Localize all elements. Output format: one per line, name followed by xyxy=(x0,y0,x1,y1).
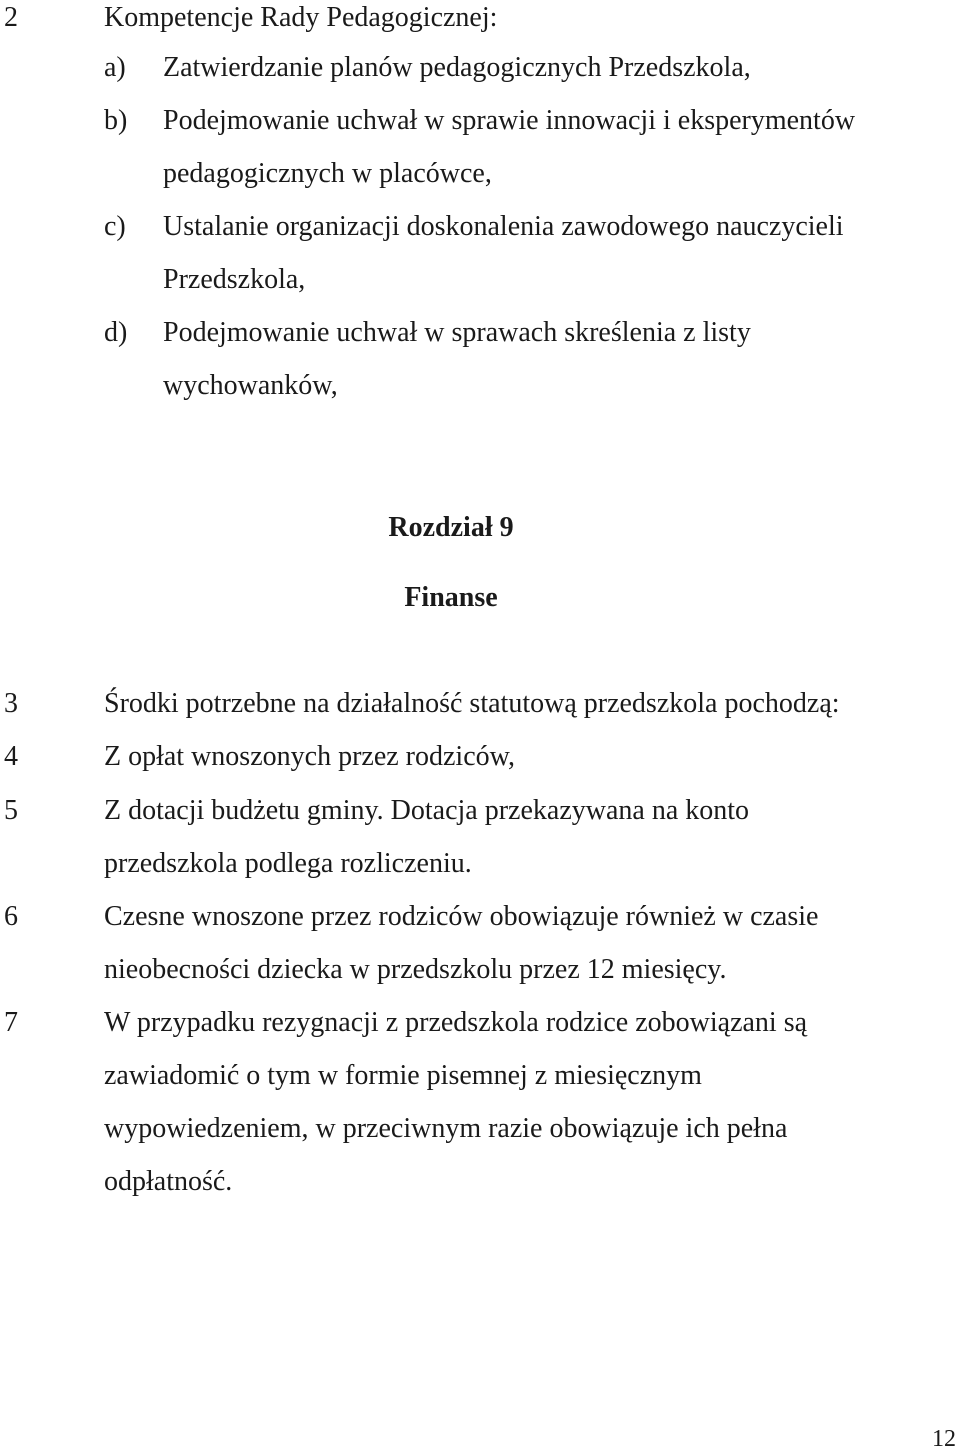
paragraph-text: Czesne wnoszone przez rodziców obowiązuje również w czasie xyxy=(104,901,819,932)
paragraph-number: 5 xyxy=(4,795,18,826)
list-item-label: a) xyxy=(104,52,126,83)
paragraph-text: nieobecności dziecka w przedszkolu przez 12 miesięcy. xyxy=(104,954,727,985)
paragraph-text: wypowiedzeniem, w przeciwnym razie obowiązuje ich pełna xyxy=(104,1113,788,1144)
list-item-label: b) xyxy=(104,105,128,136)
paragraph-text: odpłatność. xyxy=(104,1166,233,1197)
list-item-text: Podejmowanie uchwał w sprawie innowacji i eksperymentów xyxy=(163,105,856,136)
paragraph-text: przedszkola podlega rozliczeniu. xyxy=(104,848,472,879)
list-item-label: c) xyxy=(104,211,126,242)
list-item-text: Zatwierdzanie planów pedagogicznych Przedszkola, xyxy=(163,52,751,83)
paragraph-number: 3 xyxy=(4,688,18,719)
paragraph-text: Z dotacji budżetu gminy. Dotacja przekazywana na konto xyxy=(104,795,750,826)
paragraph-text: Z opłat wnoszonych przez rodziców, xyxy=(104,741,516,772)
paragraph-text: zawiadomić o tym w formie pisemnej z miesięcznym xyxy=(104,1060,702,1091)
list-item-text: Podejmowanie uchwał w sprawach skreślenia z listy xyxy=(163,317,751,348)
list-item-text: pedagogicznych w placówce, xyxy=(163,158,492,189)
paragraph-text: Środki potrzebne na działalność statutową przedszkola pochodzą: xyxy=(104,688,840,719)
chapter-heading: Rozdział 9 xyxy=(388,512,514,543)
paragraph-text: W przypadku rezygnacji z przedszkola rodzice zobowiązani są xyxy=(104,1007,808,1038)
section-title: Kompetencje Rady Pedagogicznej: xyxy=(104,2,498,33)
list-item-text: Przedszkola, xyxy=(163,264,306,295)
section-number: 2 xyxy=(4,2,18,33)
list-item-text: Ustalanie organizacji doskonalenia zawodowego nauczycieli xyxy=(163,211,844,242)
paragraph-number: 4 xyxy=(4,741,18,772)
paragraph-number: 7 xyxy=(4,1007,18,1038)
page-number: 12 xyxy=(932,1426,956,1452)
list-item-text: wychowanków, xyxy=(163,370,338,401)
chapter-subheading: Finanse xyxy=(404,582,498,613)
paragraph-number: 6 xyxy=(4,901,18,932)
list-item-label: d) xyxy=(104,317,128,348)
